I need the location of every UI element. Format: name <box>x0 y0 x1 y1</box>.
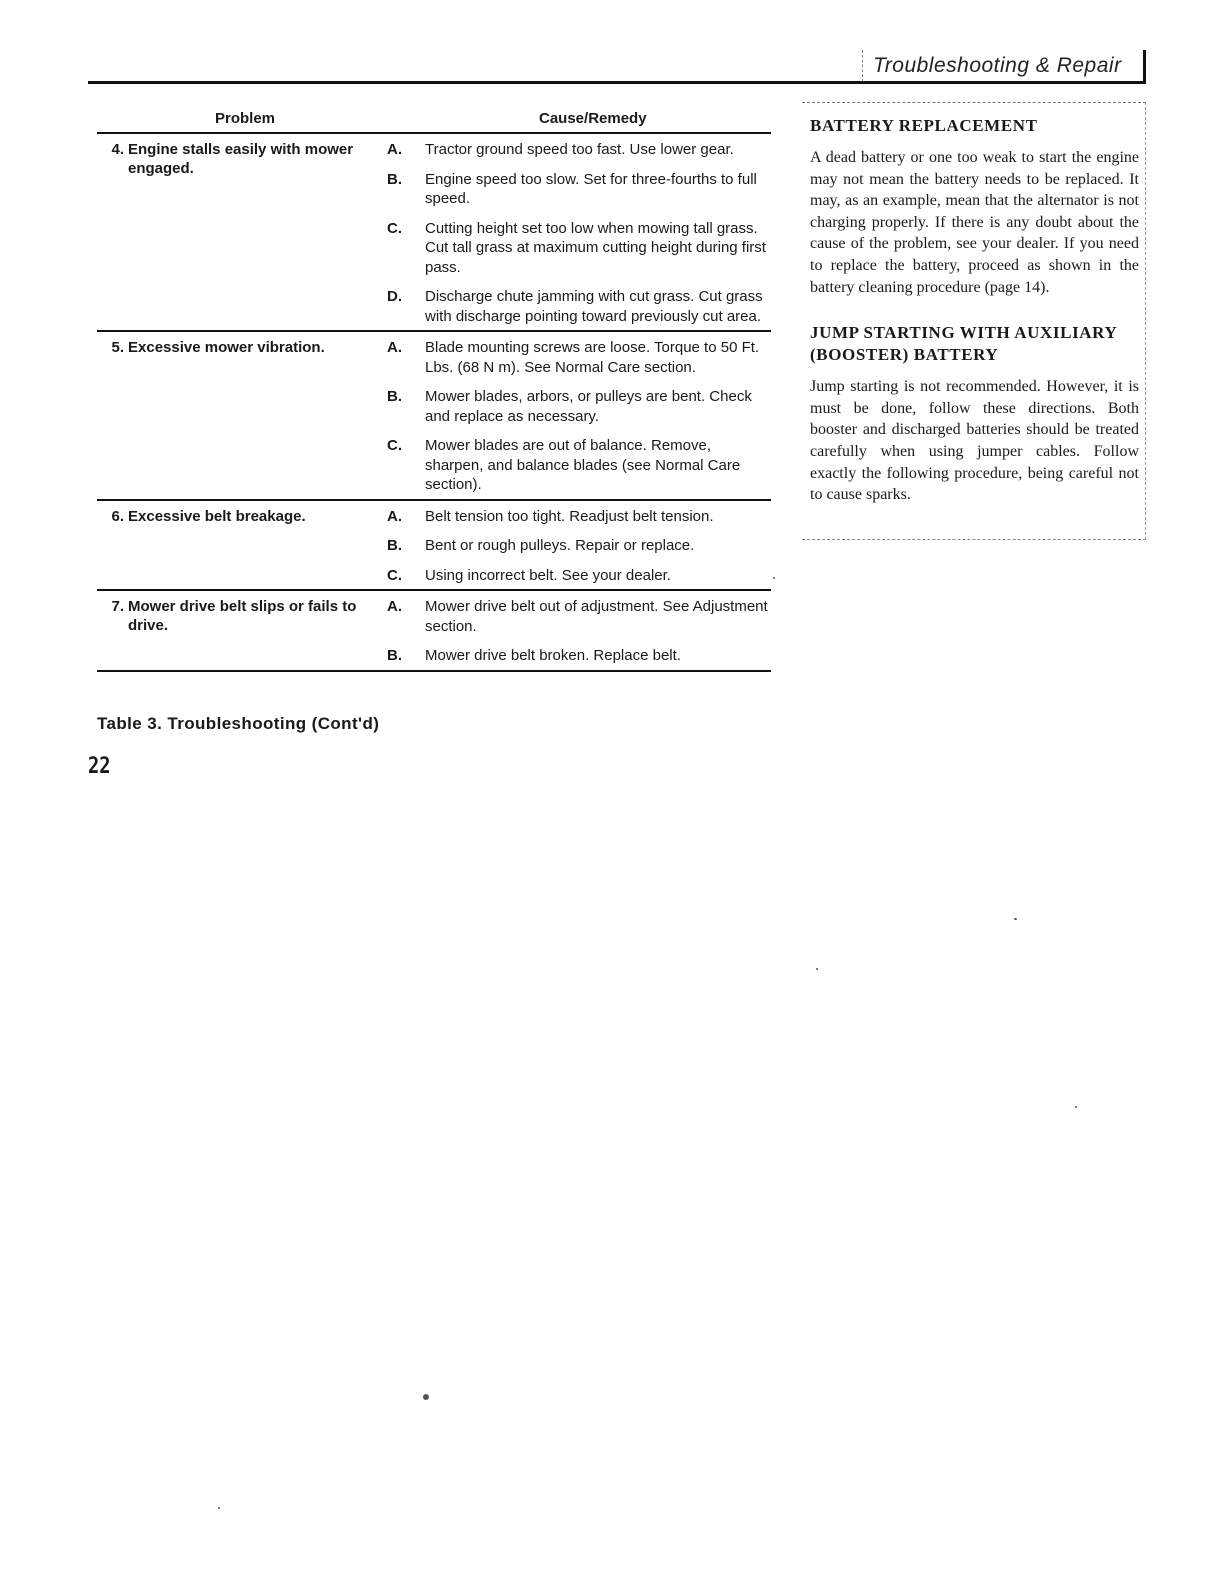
problem-cell <box>97 597 387 666</box>
problem-text: Mower drive belt slips or fails to drive. <box>128 598 357 634</box>
cause-text: Using incorrect belt. See your dealer. <box>425 566 671 584</box>
table-row <box>97 501 771 592</box>
jump-starting-text: Jump starting is not recommended. However, it is must be done, follow these directions. Both booster and discharged batteries should be treated carefully when using jumper cables. Follow exactly the following procedure, being careful not to cause sparks. <box>810 378 1139 504</box>
cause-letter: A. <box>387 339 402 356</box>
cause-letter: B. <box>387 388 402 405</box>
cause-item <box>387 646 771 666</box>
cause-text: Mower drive belt broken. Replace belt. <box>425 647 681 664</box>
cause-item <box>387 140 771 160</box>
cause-letter: C. <box>387 219 402 237</box>
battery-info-box <box>802 102 1146 540</box>
scan-speck <box>1075 1106 1077 1108</box>
cause-item <box>387 536 771 556</box>
cause-text: Mower drive belt out of adjustment. See Adjustment section. <box>425 598 768 635</box>
problem-cell <box>97 338 387 495</box>
cause-text: Bent or rough pulleys. Repair or replace. <box>425 537 695 554</box>
cause-item <box>387 436 771 495</box>
cause-item <box>387 219 771 278</box>
cause-letter: B. <box>387 170 402 188</box>
cause-item <box>387 387 771 426</box>
cause-text: Cutting height set too low when mowing tall grass. Cut tall grass at maximum cutting height during first pass. <box>425 219 766 276</box>
scan-speck <box>1014 918 1017 920</box>
page-number: 22 <box>88 754 111 779</box>
cause-text: Engine speed too slow. Set for three-fourths to full speed. <box>425 170 757 207</box>
cause-list <box>387 140 771 326</box>
table-row <box>97 134 771 332</box>
problem-number: 5. <box>111 339 124 356</box>
troubleshooting-table <box>97 108 771 672</box>
cause-letter: A. <box>387 598 402 615</box>
scan-speck <box>423 1394 429 1400</box>
cause-letter: A. <box>387 141 402 158</box>
battery-replacement-text: A dead battery or one too weak to start the engine may not mean the battery needs to be replaced. It may, as an example, mean that the alternator is not charging properly. If there is any doubt about the cause of the problem, see your dealer. If you need to replace the battery, proceed as shown in the battery cleaning procedure (page 14). <box>810 149 1139 296</box>
problem-cell <box>97 140 387 326</box>
cause-item <box>387 597 771 636</box>
scan-speck <box>218 1507 220 1509</box>
column-header-problem: Problem <box>215 110 276 127</box>
problem-cell <box>97 507 387 586</box>
cause-text: Mower blades are out of balance. Remove, sharpen, and balance blades (see Normal Care section). <box>425 437 741 493</box>
cause-text: Tractor ground speed too fast. Use lower gear. <box>425 141 734 158</box>
cause-letter: A. <box>387 507 402 525</box>
table-header-row <box>97 108 771 134</box>
cause-list <box>387 338 771 495</box>
scan-speck <box>773 577 775 579</box>
cause-item <box>387 566 771 586</box>
cause-list <box>387 597 771 666</box>
problem-number: 7. <box>111 598 124 615</box>
problem-number: 6. <box>111 507 124 525</box>
cause-letter: C. <box>387 437 402 454</box>
table-row <box>97 591 771 672</box>
cause-text: Mower blades, arbors, or pulleys are bent. Check and replace as necessary. <box>425 388 752 425</box>
table-row <box>97 332 771 501</box>
cause-letter: B. <box>387 537 402 554</box>
cause-letter: B. <box>387 647 402 664</box>
problem-text: Engine stalls easily with mower engaged. <box>128 141 354 177</box>
cause-letter: D. <box>387 288 402 305</box>
jump-starting-heading: JUMP STARTING WITH AUXILIARY (BOOSTER) BATTERY <box>810 323 1117 365</box>
cause-text: Blade mounting screws are loose. Torque to 50 Ft. Lbs. (68 N m). See Normal Care section. <box>425 339 760 376</box>
scan-speck <box>816 968 818 970</box>
problem-text: Excessive mower vibration. <box>128 339 325 356</box>
cause-item <box>387 287 771 326</box>
battery-replacement-heading: BATTERY REPLACEMENT <box>810 116 1038 135</box>
cause-text: Belt tension too tight. Readjust belt tension. <box>425 507 714 525</box>
problem-text: Excessive belt breakage. <box>128 507 306 525</box>
column-header-cause-remedy: Cause/Remedy <box>539 110 647 127</box>
cause-item <box>387 507 771 527</box>
cause-letter: C. <box>387 566 402 584</box>
table-caption: Table 3. Troubleshooting (Cont'd) <box>97 714 380 733</box>
header-rule <box>88 81 1146 84</box>
problem-number: 4. <box>111 141 124 158</box>
cause-list <box>387 507 771 586</box>
cause-text: Discharge chute jamming with cut grass. Cut grass with discharge pointing toward previously cut area. <box>425 288 763 325</box>
cause-item <box>387 338 771 377</box>
section-title: Troubleshooting & Repair <box>862 50 1146 82</box>
cause-item <box>387 170 771 209</box>
